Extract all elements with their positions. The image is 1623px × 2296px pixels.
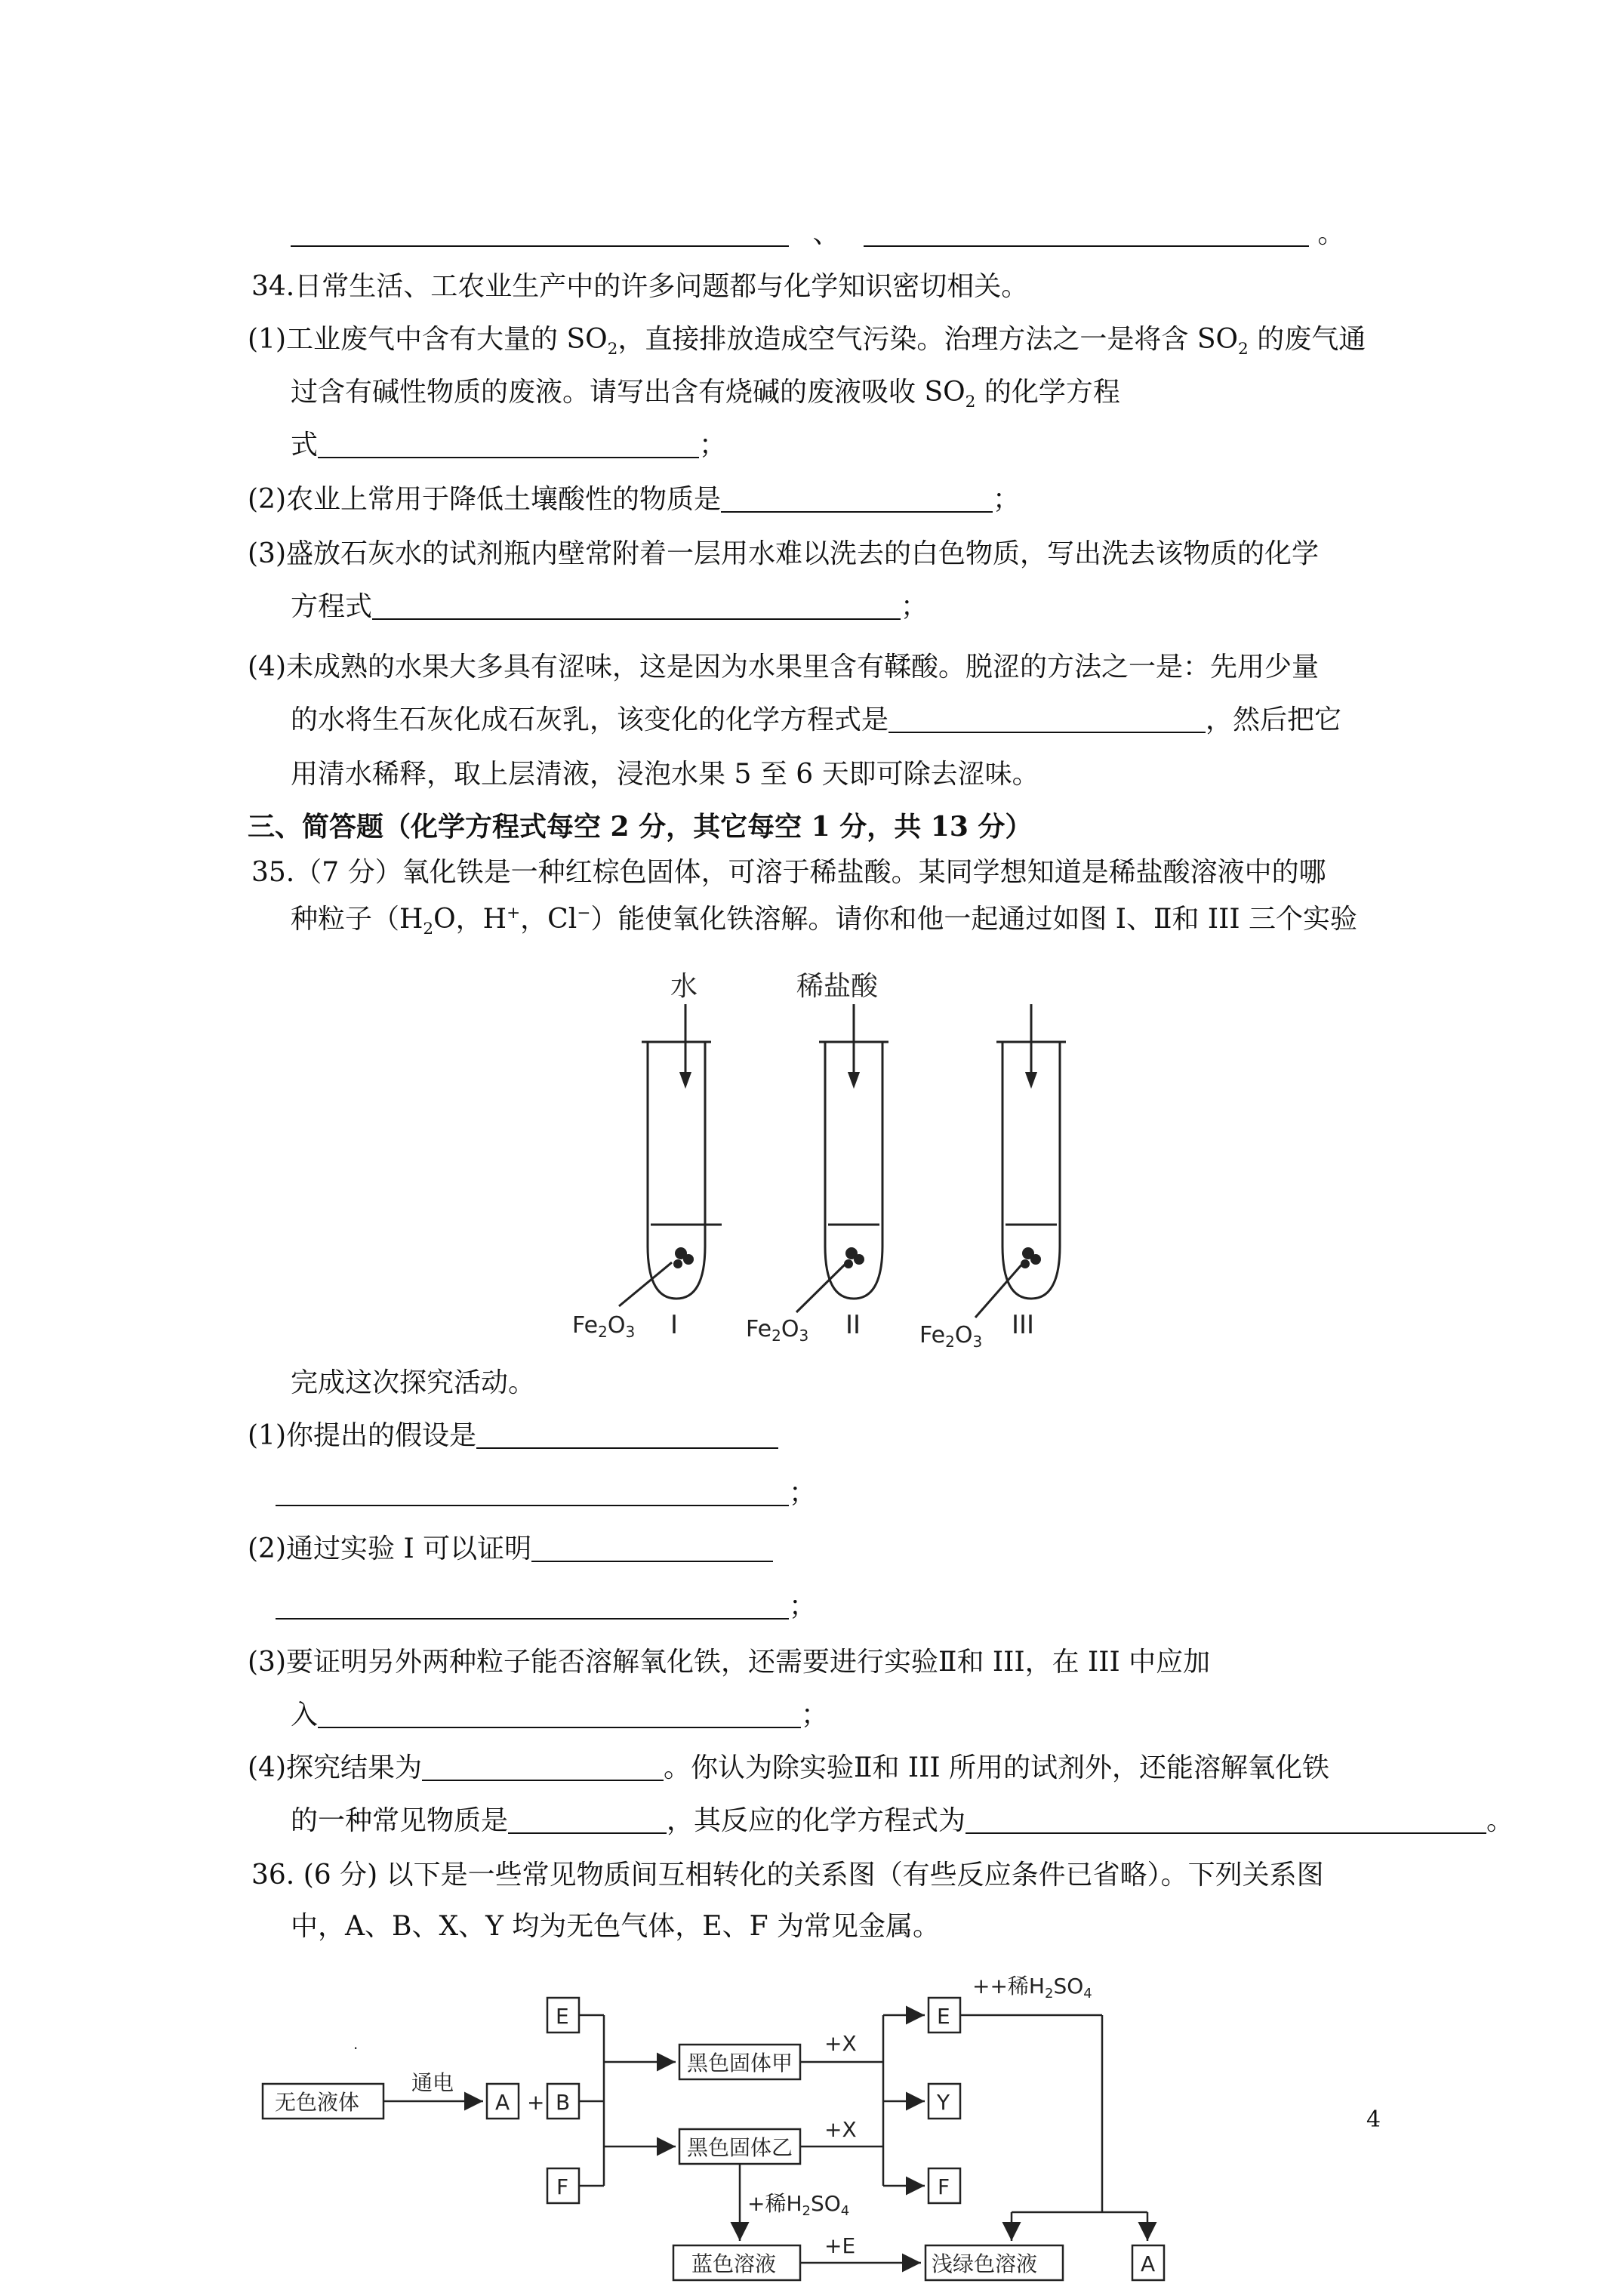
q34-part4-line3: 用清水稀释，取上层清液，浸泡水果 5 至 6 天即可除去涩味。 (291, 759, 1039, 790)
label-plus-e: +E (824, 2233, 856, 2258)
tube-label-2: II (845, 1310, 861, 1340)
q35-part4-line2 (291, 1804, 1514, 1837)
answer-blank (888, 704, 1206, 733)
answer-blank (318, 1700, 801, 1728)
box-f-right: F (938, 2174, 950, 2199)
label-dilute-h2so4: +稀$H_2SO_4$ (747, 2191, 850, 2219)
fe2o3-label-2: $Fe_2O_3$ (746, 1316, 809, 1345)
fe2o3-label-3: $Fe_2O_3$ (919, 1322, 983, 1351)
q36-stem-line2: 中，A、B、X、Y 均为无色气体，E、F 为常见金属。 (291, 1911, 940, 1942)
q35-part1-line2 (276, 1477, 816, 1509)
answer-blank (476, 1420, 778, 1449)
q34-p1-text: (1)工业废气中含有大量的 SO (248, 324, 608, 355)
box-e-right: E (937, 2004, 950, 2029)
label-water: 水 (670, 971, 698, 1002)
label-electrolysis: 通电 (411, 2070, 454, 2095)
q33-answer-line (291, 217, 1344, 250)
answer-blank (276, 1478, 789, 1506)
answer-blank (372, 591, 901, 620)
q35-text: O，H (433, 904, 507, 935)
semicolon: ； (699, 430, 727, 461)
q34-part2 (248, 483, 1020, 516)
fe2o3-label-1: $Fe_2O_3$ (572, 1312, 636, 1341)
box-light-green-solution: 浅绿色溶液 (932, 2251, 1038, 2276)
q34-part1-line1 (248, 323, 1366, 359)
box-blue-solution: 蓝色溶液 (691, 2251, 777, 2276)
q35-stem-line2 (291, 903, 1357, 939)
q35-p3-text: 入 (291, 1700, 319, 1730)
label-plus-x-2: +X (824, 2117, 857, 2142)
answer-blank (965, 1805, 1486, 1834)
answer-blank (508, 1805, 667, 1834)
stray-dot: · (353, 2039, 359, 2057)
q34-part1-line2 (291, 376, 1120, 412)
q35-stem-line3: 完成这次探究活动。 (291, 1367, 536, 1398)
box-f-left: F (556, 2174, 569, 2199)
q35-text: ，Cl (520, 904, 577, 935)
label-plus-x-1: +X (824, 2031, 857, 2056)
q35-part3-line2 (291, 1699, 828, 1731)
q35-text: ）能使氧化铁溶解。请你和他一起通过如图 I、Ⅱ和 III 三个实验 (590, 904, 1358, 935)
q34-p4-text: 的水将生石灰化成石灰乳，该变化的化学方程式是 (291, 704, 889, 735)
q35-part4-line1 (248, 1752, 1329, 1784)
box-black-solid-b: 黑色固体乙 (687, 2135, 793, 2160)
subscript: 2 (1238, 340, 1249, 359)
superscript: − (577, 904, 591, 923)
q35-text: 种粒子（H (291, 904, 423, 935)
q34-part4-line2 (291, 704, 1341, 736)
q34-p1-text: 过含有碱性物质的废液。请写出含有烧碱的废液吸收 SO (291, 377, 965, 408)
tube-label-3: III (1012, 1310, 1035, 1340)
page-number: 4 (1366, 2106, 1381, 2133)
semicolon: ； (801, 1700, 829, 1730)
test-tube-1 (642, 1004, 722, 1299)
answer-blank (864, 218, 1309, 247)
conversion-diagram (257, 1971, 1351, 2288)
q34-p1-text: 的化学方程 (975, 377, 1120, 408)
separator: 、 (812, 218, 840, 249)
section-heading: 三、简答题（化学方程式每空 2 分，其它每空 1 分，共 13 分） (248, 811, 1033, 843)
box-b: B (556, 2090, 571, 2115)
subscript: 2 (607, 340, 618, 359)
answer-blank (318, 430, 699, 458)
box-y: Y (937, 2090, 950, 2115)
test-tube-2 (819, 1004, 888, 1299)
q34-stem: 34.日常生活、工农业生产中的许多问题都与化学知识密切相关。 (251, 271, 1029, 302)
test-tube-3 (996, 1004, 1066, 1299)
period: 。 (1486, 1805, 1514, 1836)
answer-blank (422, 1752, 664, 1781)
box-colorless-liquid: 无色液体 (275, 2090, 360, 2115)
q35-p4-text: (4)探究结果为 (248, 1752, 422, 1783)
q35-p1-text: (1)你提出的假设是 (248, 1420, 476, 1451)
q36-stem-line1: 36. (6 分) 以下是一些常见物质间互相转化的关系图（有些反应条件已省略）。下列关系图 (251, 1860, 1324, 1891)
q35-p4-text: 的一种常见物质是 (291, 1805, 509, 1836)
q34-part1-line3 (291, 429, 726, 461)
q34-p4-text: ，然后把它 (1206, 704, 1342, 735)
semicolon: ； (789, 1478, 817, 1509)
box-a: A (495, 2090, 510, 2115)
period: 。 (1317, 218, 1345, 249)
box-a-right: A (1141, 2251, 1156, 2276)
superscript: + (507, 904, 521, 923)
box-black-solid-a: 黑色固体甲 (687, 2051, 793, 2076)
q34-p2-text: (2)农业上常用于降低土壤酸性的物质是 (248, 484, 721, 515)
semicolon: ； (789, 1591, 817, 1622)
q34-p1-text: 的废气通 (1248, 324, 1366, 355)
subscript: 2 (423, 920, 434, 939)
plus-sign: + (527, 2090, 545, 2115)
q34-part3-line1: (3)盛放石灰水的试剂瓶内壁常附着一层用水难以洗去的白色物质，写出洗去该物质的化学 (248, 538, 1319, 569)
q35-stem-line1: 35.（7 分）氧化铁是一种红棕色固体，可溶于稀盐酸。某同学想知道是稀盐酸溶液中的哪 (251, 857, 1326, 888)
q35-part1-line1 (248, 1419, 778, 1452)
answer-blank (291, 218, 789, 247)
semicolon: ； (901, 591, 929, 622)
q35-part3-line1: (3)要证明另外两种粒子能否溶解氧化铁，还需要进行实验Ⅱ和 III，在 III 中应加 (248, 1647, 1211, 1678)
answer-blank (276, 1591, 789, 1620)
test-tube-figure (551, 959, 1095, 1351)
q35-p2-text: (2)通过实验 I 可以证明 (248, 1533, 532, 1564)
q35-p4-text: ，其反应的化学方程式为 (667, 1805, 966, 1836)
answer-blank (531, 1533, 773, 1562)
q35-part2-line2 (276, 1590, 816, 1623)
tube-label-1: I (670, 1310, 679, 1340)
q34-p1-text: ，直接排放造成空气污染。治理方法之一是将含 SO (617, 324, 1238, 355)
semicolon: ； (993, 484, 1021, 515)
q34-part3-line2 (291, 590, 928, 623)
answer-blank (721, 484, 993, 513)
q35-part2-line1 (248, 1533, 773, 1565)
q35-p4-text: 。你认为除实验Ⅱ和 III 所用的试剂外，还能溶解氧化铁 (664, 1752, 1330, 1783)
subscript: 2 (965, 393, 976, 412)
label-e-dilute-h2so4: ++稀$H_2SO_4$ (972, 1974, 1092, 2002)
q34-part4-line1: (4)未成熟的水果大多具有涩味，这是因为水果里含有鞣酸。脱涩的方法之一是：先用少量 (248, 652, 1319, 683)
q34-p1-text: 式 (291, 430, 319, 461)
q34-p3-text: 方程式 (291, 591, 373, 622)
box-e-left: E (556, 2004, 569, 2029)
label-dilute-hcl: 稀盐酸 (796, 971, 879, 1002)
